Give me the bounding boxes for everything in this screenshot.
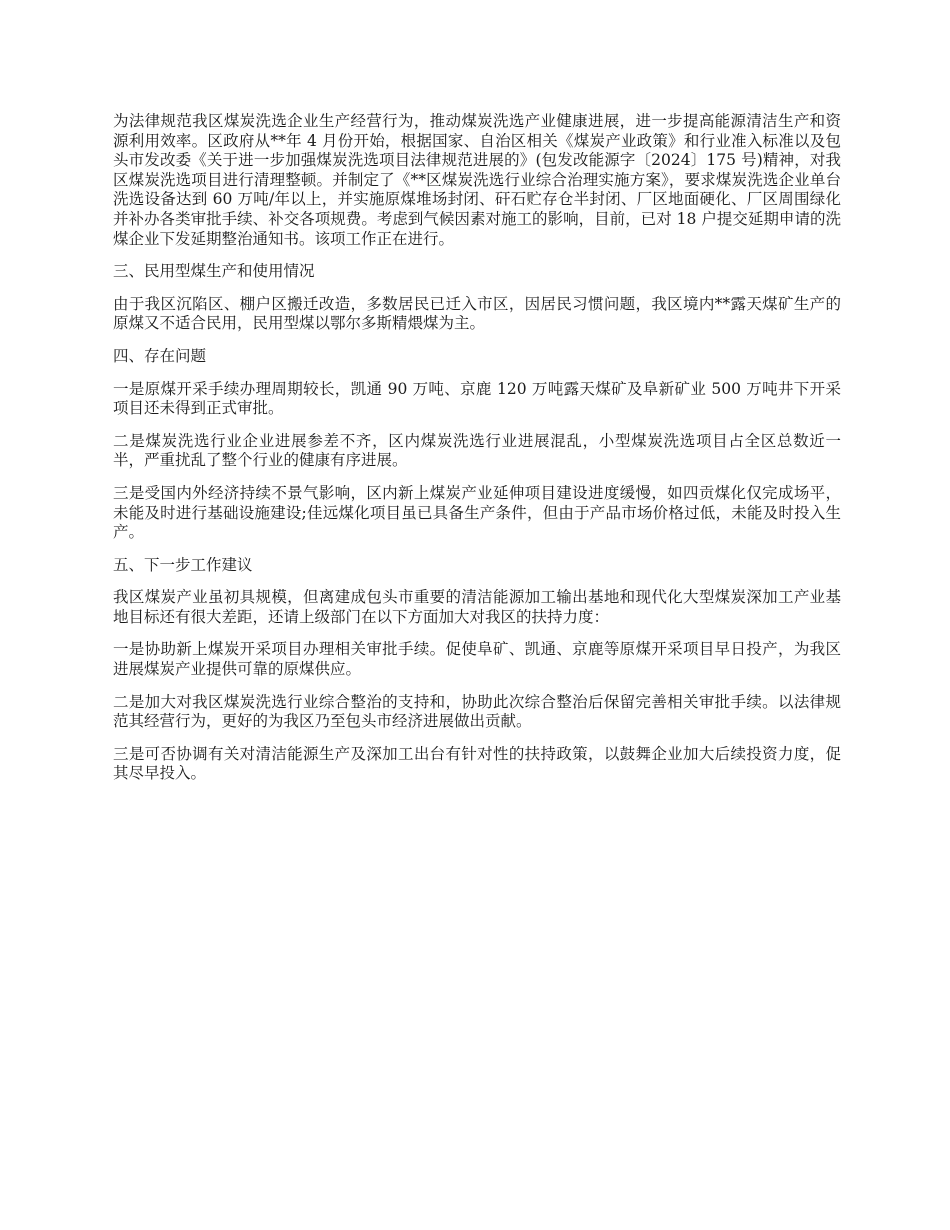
paragraph-problem-3: 三是受国内外经济持续不景气影响，区内新上煤炭产业延伸项目建设进度缓慢，如四贡煤化仅完成场平，未能及时进行基础设施建设;佳远煤化项目虽已具备生产条件，但由于产品市场价格过低，未能及时投入生产。 [113, 483, 841, 542]
section-heading-problems: 四、存在问题 [113, 346, 207, 365]
section-heading-next-steps: 五、下一步工作建议 [113, 555, 253, 574]
paragraph-next-steps-intro: 我区煤炭产业虽初具规模，但离建成包头市重要的清洁能源加工输出基地和现代化大型煤炭深加工产业基地目标还有很大差距，还请上级部门在以下方面加大对我区的扶持力度： [113, 588, 841, 626]
document-body [113, 112, 841, 797]
paragraph-suggestion-1: 一是协助新上煤炭开采项目办理相关审批手续。促使阜矿、凯通、京鹿等原煤开采项目早日投产，为我区进展煤炭产业提供可靠的原煤供应。 [113, 640, 841, 679]
paragraph-civil-briquette: 由于我区沉陷区、棚户区搬迁改造，多数居民已迁入市区，因居民习惯问题，我区境内**露天煤矿生产的原煤又不适合民用，民用型煤以鄂尔多斯精煨煤为主。 [113, 294, 841, 333]
paragraph-problem-2: 二是煤炭洗选行业企业进展参差不齐，区内煤炭洗选行业进展混乱，小型煤炭洗选项目占全区总数近一半，严重扰乱了整个行业的健康有序进展。 [113, 431, 841, 470]
paragraph-suggestion-2: 二是加大对我区煤炭洗选行业综合整治的支持和，协助此次综合整治后保留完善相关审批手续。以法律规范其经营行为，更好的为我区乃至包头市经济进展做出贡献。 [113, 692, 841, 731]
paragraph-problem-1: 一是原煤开采手续办理周期较长，凯通 90 万吨、京鹿 120 万吨露天煤矿及阜新矿业 500 万吨井下开采项目还未得到正式审批。 [113, 379, 841, 418]
paragraph-suggestion-3: 三是可否协调有关对清洁能源生产及深加工出台有针对性的扶持政策，以鼓舞企业加大后续投资力度，促其尽早投入。 [113, 744, 841, 783]
section-heading-civil-briquette: 三、民用型煤生产和使用情况 [113, 262, 315, 281]
paragraph-coal-washing-rectification: 为法律规范我区煤炭洗选企业生产经营行为，推动煤炭洗选产业健康进展，进一步提高能源清洁生产和资源利用效率。区政府从**年 4 月份开始，根据国家、自治区相关《煤炭产业政策》和行业准入标准以及包头市发改委《关于进一步加强煤炭洗选项目法律规范进展的》(包发改能源字〔2024〕175 号)精神，对我区煤炭洗选项目进行清理整顿。并制定了《**区煤炭洗选行业综合治理实施方案》，要求煤炭洗选企业单台洗选设备达到 60 万吨/年以上，并实施原煤堆场封闭、矸石贮存仓半封闭、厂区地面硬化、厂区周围绿化并补办各类审批手续、补交各项规费。考虑到气候因素对施工的影响，目前，已对 18 户提交延期申请的洗煤企业下发延期整治通知书。该项工作正在进行。 [113, 112, 841, 248]
